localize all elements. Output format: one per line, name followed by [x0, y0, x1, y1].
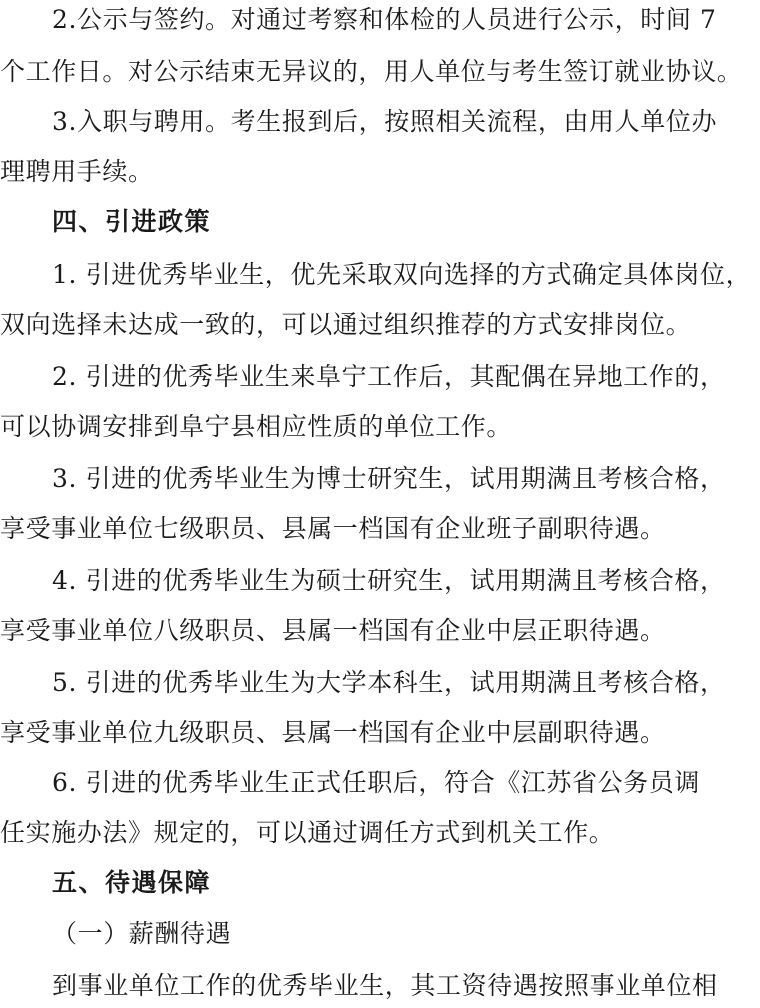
- paragraph-line: 个工作日。对公示结束无异议的，用人单位与考生签订就业协议。: [0, 57, 743, 86]
- paragraph-line: 2.公示与签约。对通过考察和体检的人员进行公示，时间 7: [52, 5, 717, 34]
- paragraph-line: 4. 引进的优秀毕业生为硕士研究生，试用期满且考核合格，: [52, 566, 726, 595]
- paragraph-line: 享受事业单位七级职员、县属一档国有企业班子副职待遇。: [0, 514, 666, 543]
- paragraph-line: 双向选择未达成一致的，可以通过组织推荐的方式安排岗位。: [0, 310, 692, 339]
- paragraph-line: 理聘用手续。: [0, 157, 154, 186]
- paragraph-line: 6. 引进的优秀毕业生正式任职后，符合《江苏省公务员调: [52, 768, 701, 797]
- paragraph-line: 2. 引进的优秀毕业生来阜宁工作后，其配偶在异地工作的，: [52, 362, 726, 391]
- paragraph-line: 3.入职与聘用。考生报到后，按照相关流程，由用人单位办: [52, 107, 718, 136]
- paragraph-line: 1. 引进优秀毕业生，优先采取双向选择的方式确定具体岗位，: [52, 260, 752, 289]
- paragraph-line: 3. 引进的优秀毕业生为博士研究生，试用期满且考核合格，: [52, 464, 726, 493]
- paragraph-line: 5. 引进的优秀毕业生为大学本科生，试用期满且考核合格，: [52, 668, 726, 697]
- section-heading: 五、待遇保障: [52, 868, 212, 897]
- paragraph-line: 享受事业单位八级职员、县属一档国有企业中层正职待遇。: [0, 616, 666, 645]
- paragraph-line: 任实施办法》规定的，可以通过调任方式到机关工作。: [0, 818, 615, 847]
- subsection-heading: （一）薪酬待遇: [52, 919, 232, 948]
- paragraph-line: 到事业单位工作的优秀毕业生，其工资待遇按照事业单位相: [52, 971, 718, 1000]
- section-heading: 四、引进政策: [52, 207, 212, 236]
- paragraph-line: 享受事业单位九级职员、县属一档国有企业中层副职待遇。: [0, 718, 666, 747]
- paragraph-line: 可以协调安排到阜宁县相应性质的单位工作。: [0, 412, 513, 441]
